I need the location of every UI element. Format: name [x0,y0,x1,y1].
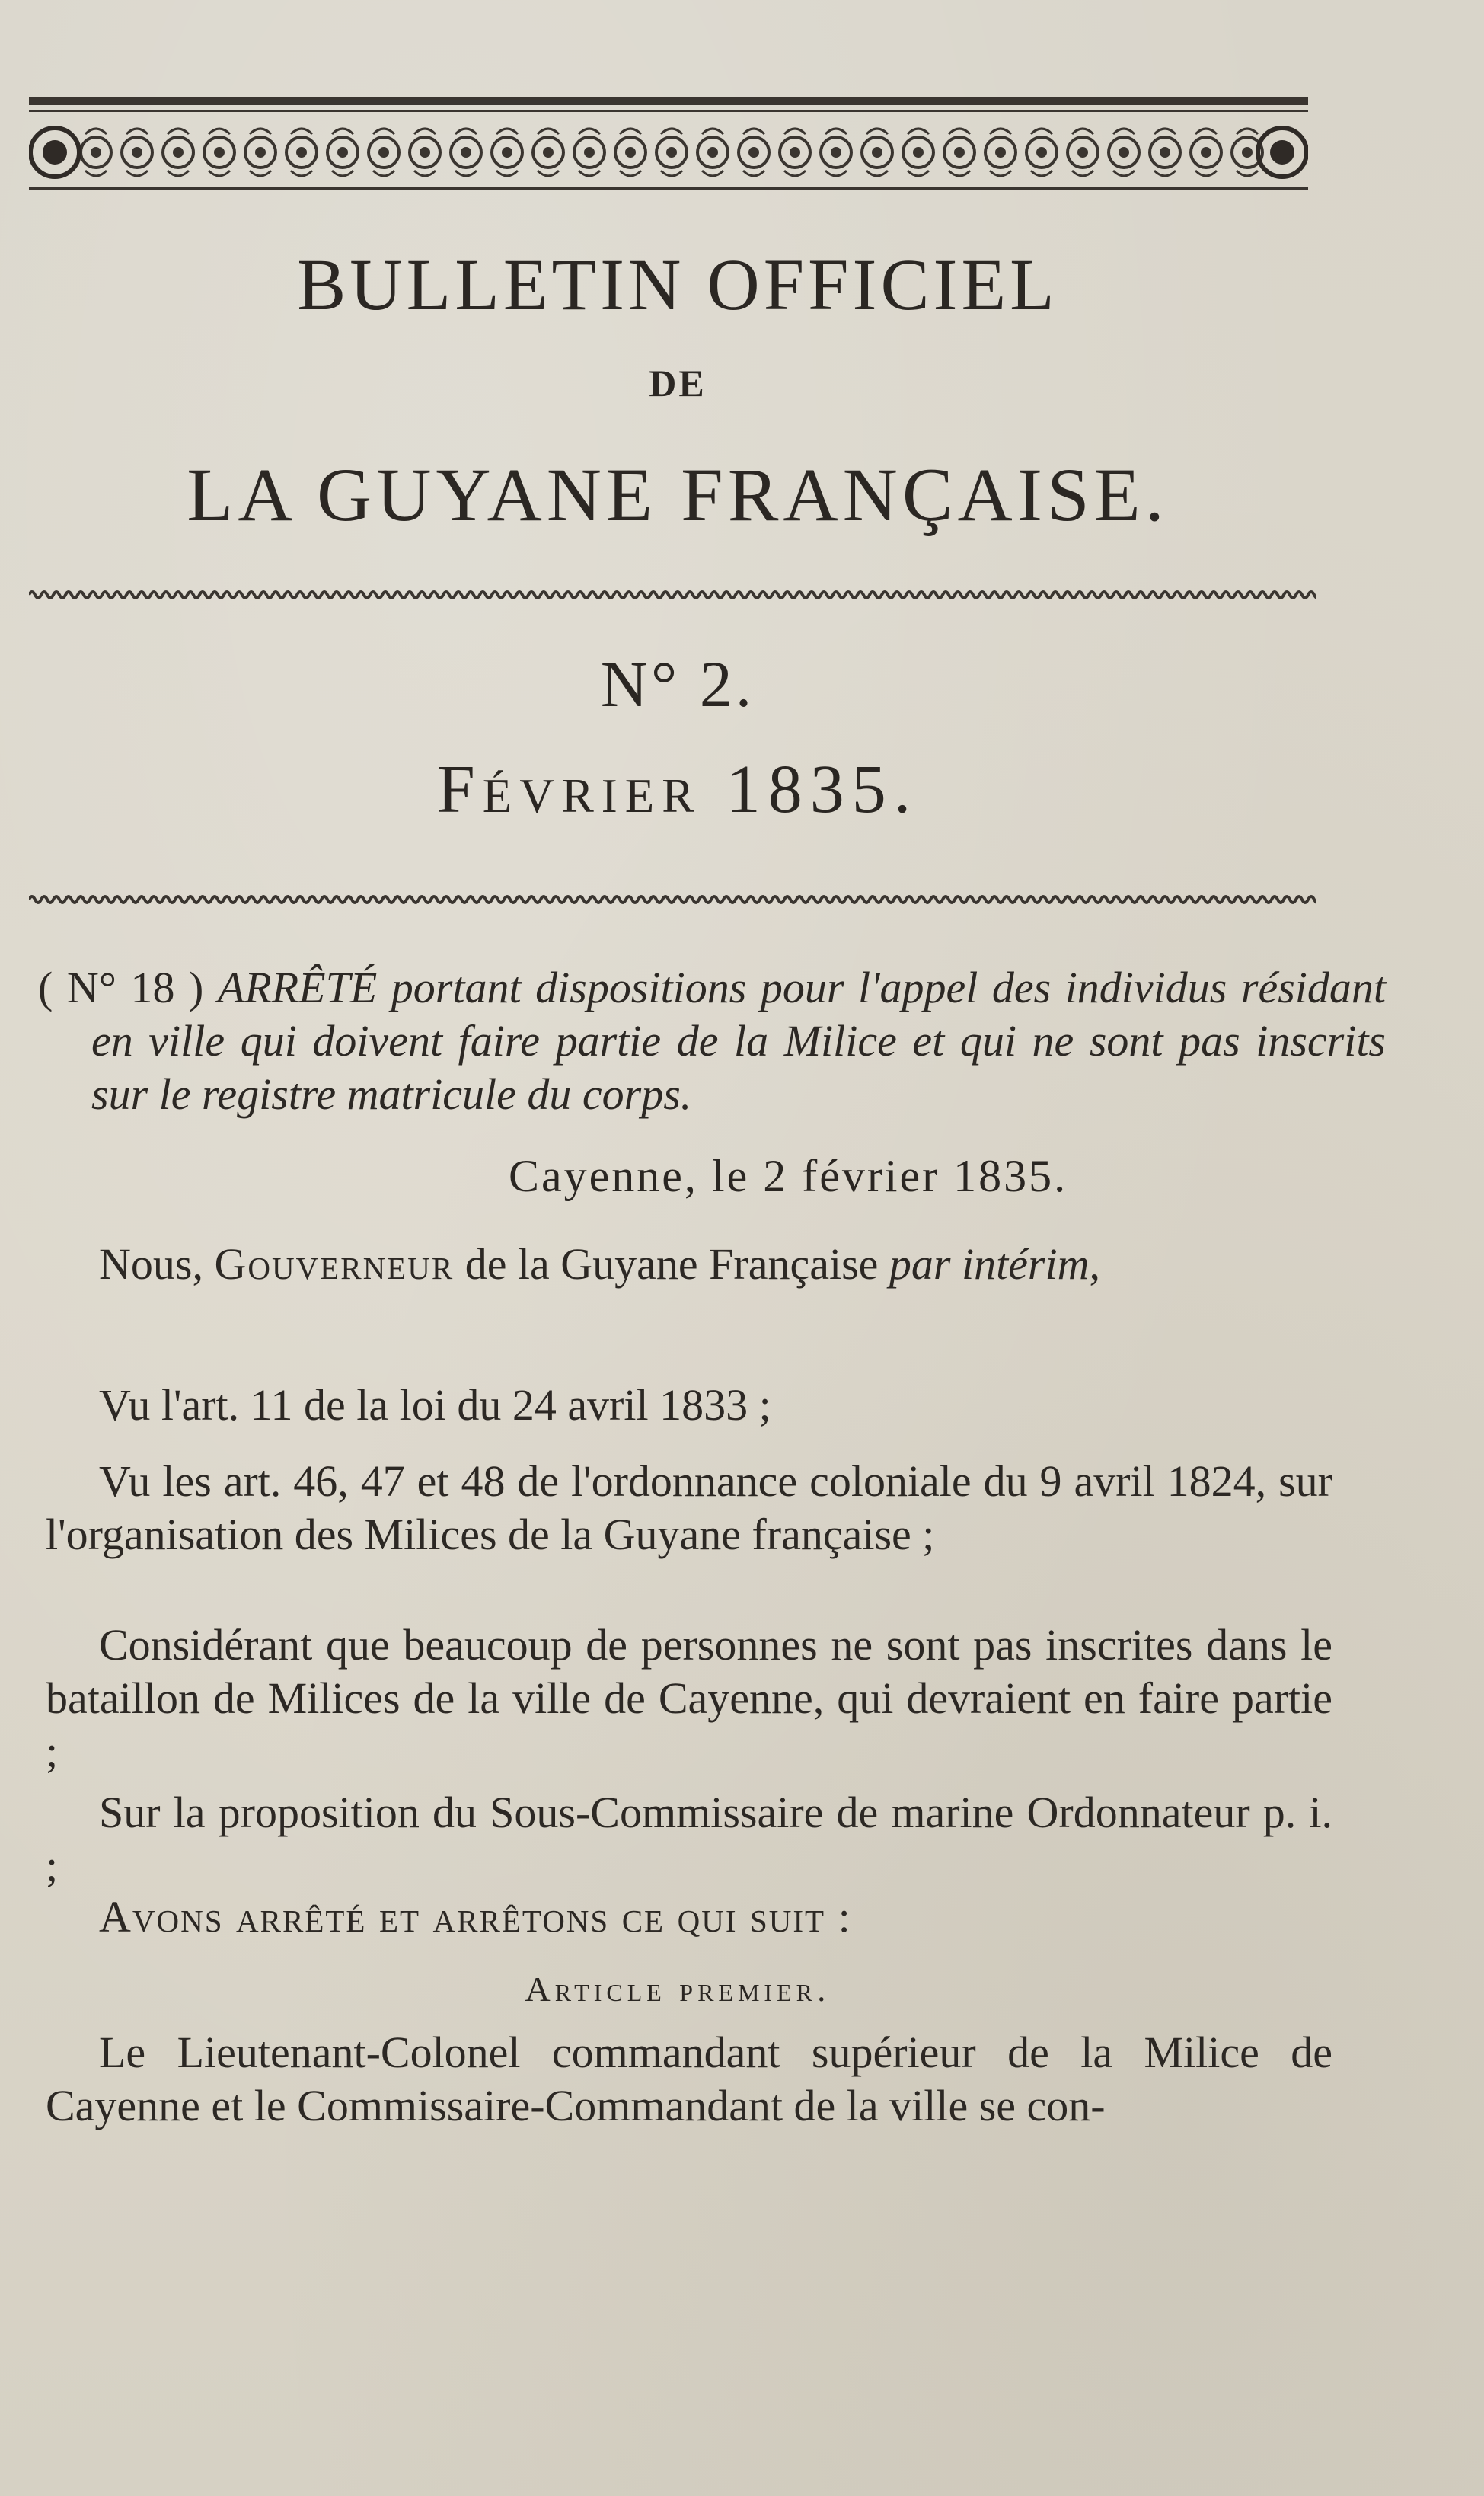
ornamental-divider-bottom [29,891,1316,908]
bulletin-title: BULLETIN OFFICIEL [297,244,1058,325]
issue-date: Février 1835. [436,752,919,827]
arrete-title: ARRÊTÉ portant dispositions pour l'appel des individus résidant en ville qui doivent faire partie de la Milice et qui ne sont pas inscrits sur le registre matricule du corps. [91,963,1387,1119]
article-heading: Article premier. [525,1970,831,2009]
preamble-vu-loi: Vu l'art. 11 de la loi du 24 avril 1833 ; [99,1380,771,1430]
bulletin-title-de: DE [649,362,707,404]
place-and-date: Cayenne, le 2 février 1835. [509,1151,1068,1201]
article-text: Le Lieutenant-Colonel commandant supérieur de la Milice de Cayenne et le Commissaire-Commandant de la ville se con- [46,2028,1332,2130]
issue-number: N° 2. [600,647,755,721]
bulletin-title-country: LA GUYANE FRANÇAISE. [187,452,1169,537]
arrete-number: ( N° 18 ) [38,963,204,1012]
arrete-heading [38,961,1386,1121]
preamble-considerant: Considérant que beaucoup de personnes ne sont pas inscrites dans le bataillon de Milices de la ville de Cayenne, qui devraient en faire partie ; [46,1620,1332,1776]
preamble-nous: Nous, Gouverneur de la Guyane Française par intérim, [99,1239,1101,1289]
ornamental-header-band [29,97,1308,198]
preamble-avons-arrete: Avons arrêté et arrêtons ce qui suit : [99,1892,852,1942]
ornamental-divider-top [29,586,1316,603]
governor-title: Gouverneur [214,1239,455,1289]
preamble-proposition: Sur la proposition du Sous-Commissaire de marine Ordonnateur p. i. ; [46,1788,1332,1890]
preamble-vu-ordonnance: Vu les art. 46, 47 et 48 de l'ordonnance coloniale du 9 avril 1824, sur l'organisation des Milices de la Guyane française ; [46,1456,1332,1559]
